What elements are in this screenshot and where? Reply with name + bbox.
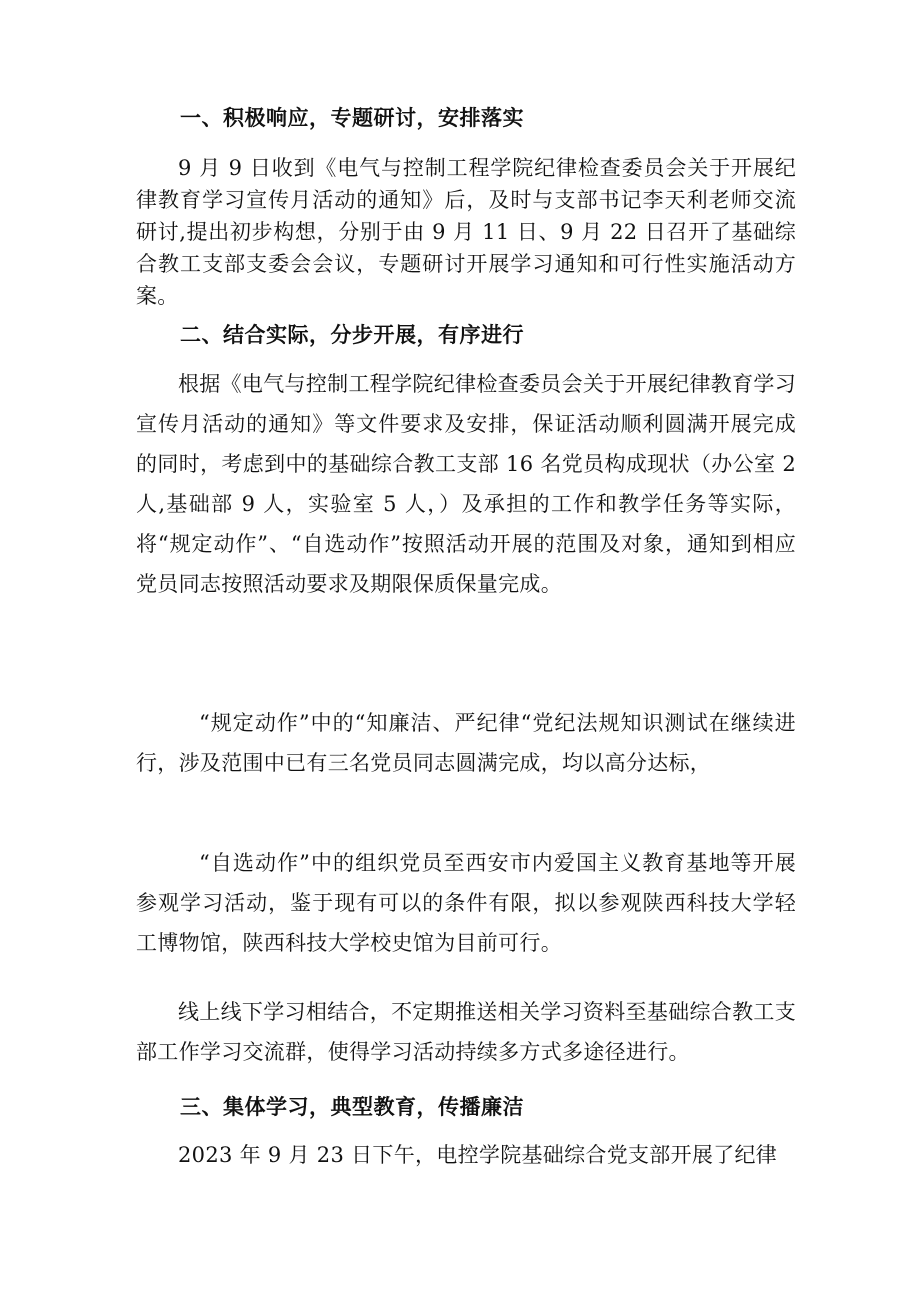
section-2-heading: 二、结合实际，分步开展，有序进行 — [180, 323, 524, 347]
section-1-paragraph-1: 9 月 9 日收到《电气与控制工程学院纪律检查委员会关于开展纪律教育学习宣传月活动的通知》后，及时与支部书记李天利老师交流研讨,提出初步构想，分别于由 9 月 11 日、9 月 22 日召开了基础综合教工支部支委会会议，专题研讨开展学习通知和可行性实施活动方案。 — [136, 156, 796, 308]
section-2-paragraph-1: 根据《电气与控制工程学院纪律检查委员会关于开展纪律教育学习宣传月活动的通知》等文件要求及安排，保证活动顺利圆满开展完成的同时，考虑到中的基础综合教工支部 16 名党员构成现状（办公室 2 人,基础部 9 人，实验室 5 人，）及承担的工作和教学任务等实际，将“规定动作”、“自选动作”按照活动开展的范围及对象，通知到相应党员同志按照活动要求及期限保质保量完成。 — [136, 372, 796, 596]
section-1-heading: 一、积极响应，专题研讨，安排落实 — [180, 106, 524, 130]
section-2-paragraph-3: “自选动作”中的组织党员至西安市内爱国主义教育基地等开展参观学习活动，鉴于现有可以的条件有限，拟以参观陕西科技大学轻工博物馆，陕西科技大学校史馆为目前可行。 — [136, 851, 796, 955]
section-3-paragraph-1: 2023 年 9 月 23 日下午，电控学院基础综合党支部开展了纪律 — [178, 1143, 778, 1167]
section-3-heading: 三、集体学习，典型教育，传播廉洁 — [180, 1095, 524, 1119]
section-2-paragraph-2: “规定动作”中的“知廉洁、严纪律“党纪法规知识测试在继续进行，涉及范围中已有三名党员同志圆满完成，均以高分达标， — [136, 711, 796, 775]
section-2-paragraph-4: 线上线下学习相结合，不定期推送相关学习资料至基础综合教工支部工作学习交流群，使得学习活动持续多方式多途径进行。 — [136, 1000, 796, 1064]
